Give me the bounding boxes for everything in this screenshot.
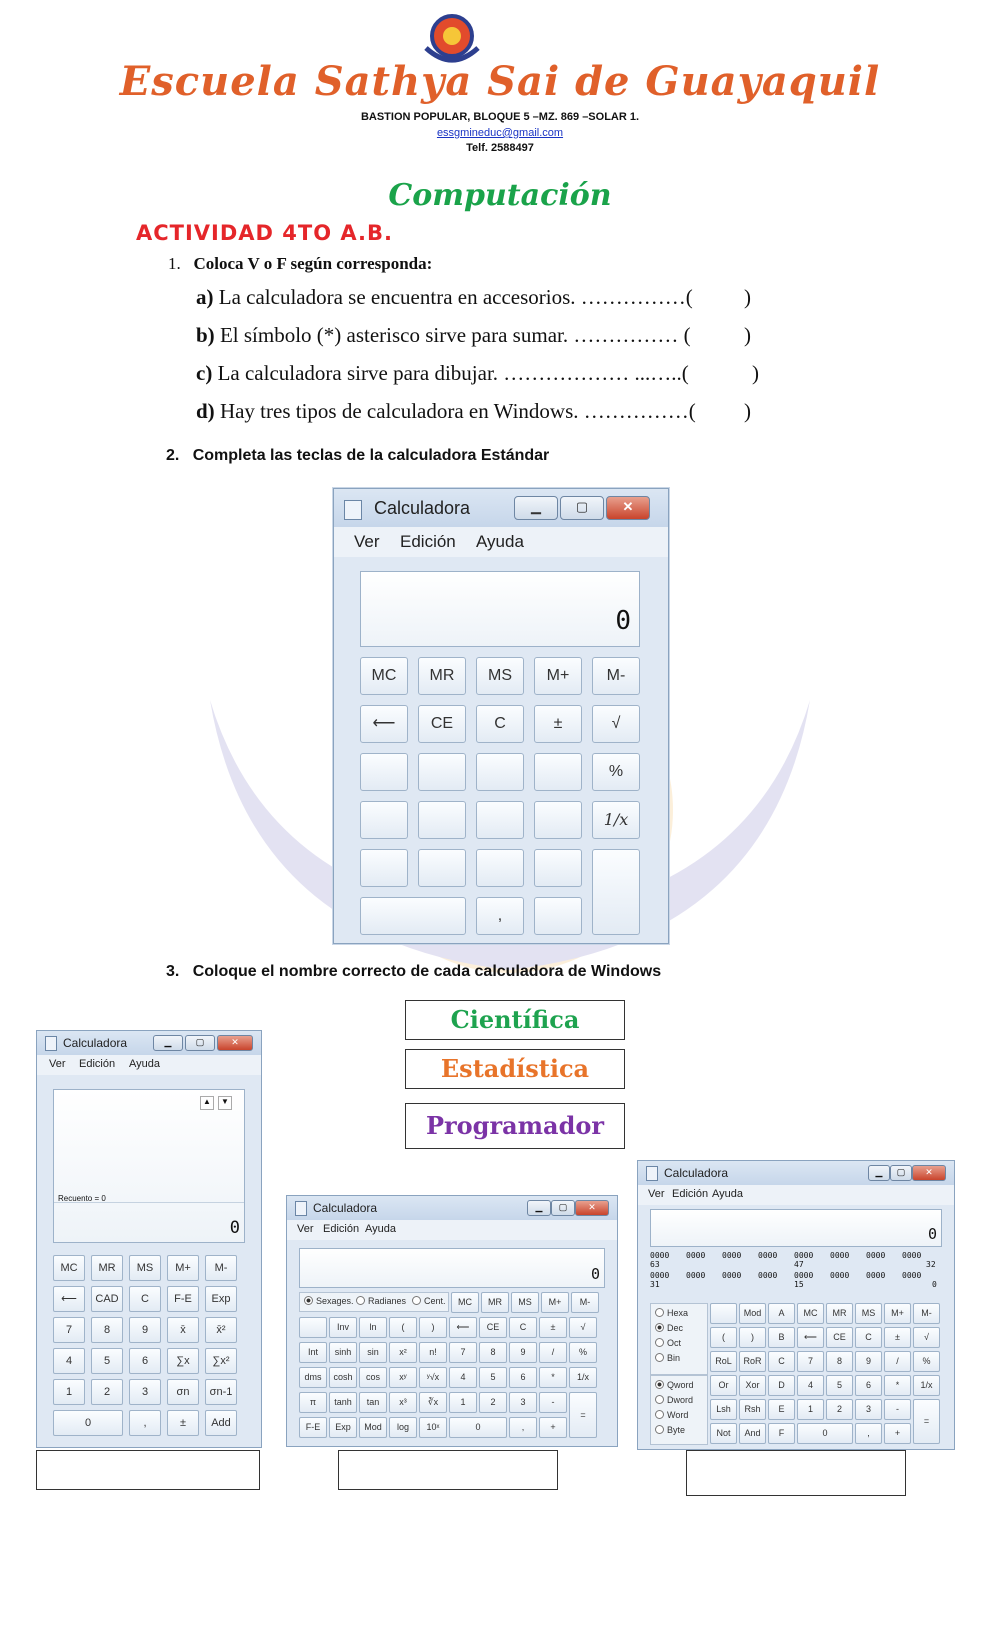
calc-key[interactable]: And [739, 1423, 766, 1444]
calc-key[interactable]: CAD [91, 1286, 123, 1312]
calc-key[interactable]: ( [710, 1327, 737, 1348]
calc-key[interactable]: 6 [129, 1348, 161, 1374]
menu-bar [334, 527, 668, 557]
calc-key[interactable]: Lsh [710, 1399, 737, 1420]
menu-edicion[interactable]: Edición [400, 532, 456, 551]
calc-key[interactable]: 8 [826, 1351, 853, 1372]
count-label: Recuento = 0 [58, 1194, 106, 1203]
calc-key[interactable]: M- [571, 1292, 599, 1313]
word-size-group [650, 1375, 708, 1445]
calc-key[interactable]: + [539, 1417, 567, 1438]
mc-key[interactable]: MC [360, 657, 408, 695]
calc-key[interactable]: + [884, 1423, 911, 1444]
statement-close[interactable]: ) [744, 399, 751, 423]
bit-group: 0000 [686, 1271, 706, 1280]
minimize-button[interactable]: ▁ [527, 1200, 551, 1216]
calc-key[interactable]: ∑x² [205, 1348, 237, 1374]
question-1 [168, 254, 432, 274]
calc-key[interactable]: Not [710, 1423, 737, 1444]
school-name: Escuela Sathya Sai de Guayaquil [119, 58, 881, 105]
calc-key[interactable]: 7 [53, 1317, 85, 1343]
calc-key[interactable]: CE [479, 1317, 507, 1338]
menu-ayuda[interactable]: Ayuda [365, 1223, 396, 1235]
calc-key[interactable]: √ [569, 1317, 597, 1338]
statement-text: La calculadora se encuentra en accesorios. ……………( [218, 285, 693, 309]
title-bar [638, 1161, 954, 1185]
answer-box-2[interactable] [338, 1450, 558, 1490]
calc-key[interactable]: C [768, 1351, 795, 1372]
calc-key[interactable]: MC [451, 1292, 479, 1313]
programmer-calculator-window [637, 1160, 955, 1450]
blank-key[interactable] [534, 801, 582, 839]
calc-key[interactable]: ) [739, 1327, 766, 1348]
calc-key[interactable]: RoL [710, 1351, 737, 1372]
calc-key[interactable]: sin [359, 1342, 387, 1363]
bit-group: 0000 [902, 1251, 922, 1260]
bit-group: 0 [932, 1280, 937, 1289]
statement-b [196, 323, 751, 348]
bit-group: 0000 [794, 1251, 814, 1260]
calc-key[interactable]: ( [389, 1317, 417, 1338]
bit-group: 63 [650, 1260, 660, 1269]
bit-group: 0000 [794, 1271, 814, 1280]
calc-key[interactable]: 5 [826, 1375, 853, 1396]
question-2 [166, 447, 549, 465]
blank-key[interactable] [534, 849, 582, 887]
calc-key[interactable]: / [884, 1351, 911, 1372]
bit-group: 0000 [686, 1251, 706, 1260]
calc-key[interactable]: n! [419, 1342, 447, 1363]
blank-key[interactable] [418, 801, 466, 839]
calc-key[interactable]: ⟵ [449, 1317, 477, 1338]
menu-edicion[interactable]: Edición [672, 1188, 709, 1200]
calc-key[interactable]: Rsh [739, 1399, 766, 1420]
menu-edicion[interactable]: Edición [79, 1058, 116, 1070]
calculator-icon [295, 1201, 307, 1216]
bit-group: 0000 [650, 1251, 670, 1260]
calc-key[interactable]: ± [167, 1410, 199, 1436]
radio-bin[interactable]: Bin [655, 1353, 680, 1363]
calc-key[interactable]: MS [511, 1292, 539, 1313]
bit-group: 0000 [830, 1271, 850, 1280]
bit-group: 0000 [866, 1251, 886, 1260]
calc-key[interactable]: tanh [329, 1392, 357, 1413]
blank-key[interactable] [360, 801, 408, 839]
scroll-up-icon[interactable]: ▲ [200, 1096, 214, 1110]
maximize-button[interactable]: ▢ [560, 496, 604, 520]
calc-key[interactable]: 6 [855, 1375, 882, 1396]
calc-key[interactable]: 6 [509, 1367, 537, 1388]
calc-key[interactable]: E [768, 1399, 795, 1420]
calc-key[interactable]: 10ˣ [419, 1417, 447, 1438]
display [299, 1248, 605, 1288]
bit-group: 0000 [722, 1271, 742, 1280]
calc-key[interactable]: MC [53, 1255, 85, 1281]
display [53, 1089, 245, 1243]
statement-letter: a) [196, 285, 214, 309]
menu-bar [638, 1185, 954, 1205]
radio-oct[interactable]: Oct [655, 1338, 681, 1348]
calc-key[interactable]: - [884, 1399, 911, 1420]
statement-close[interactable]: ) [744, 323, 751, 347]
minimize-button[interactable]: ▁ [153, 1035, 183, 1051]
calc-key[interactable]: M+ [541, 1292, 569, 1313]
radio-cent[interactable]: Cent. [412, 1296, 446, 1306]
calc-key[interactable]: 5 [479, 1367, 507, 1388]
ms-key[interactable]: MS [476, 657, 524, 695]
calc-key[interactable] [299, 1317, 327, 1338]
calc-key[interactable]: ± [884, 1327, 911, 1348]
menu-ver[interactable]: Ver [297, 1223, 314, 1235]
radio-dword[interactable]: Dword [655, 1395, 693, 1405]
bit-group: 15 [794, 1280, 804, 1289]
display [650, 1209, 942, 1247]
calc-key[interactable]: , [129, 1410, 161, 1436]
calc-key[interactable]: Exp [205, 1286, 237, 1312]
close-button[interactable]: ✕ [606, 496, 650, 520]
answer-box-1[interactable] [36, 1450, 260, 1490]
blank-key[interactable] [476, 801, 524, 839]
radio-sexages[interactable]: Sexages. [304, 1296, 354, 1306]
calc-key[interactable]: 1 [53, 1379, 85, 1405]
calc-key[interactable]: dms [299, 1367, 327, 1388]
reciprocal-key[interactable]: 1/x [592, 801, 640, 839]
menu-ver[interactable]: Ver [49, 1058, 66, 1070]
statement-letter: c) [196, 361, 213, 385]
statement-c [196, 361, 759, 386]
calc-key[interactable]: % [569, 1342, 597, 1363]
calc-key[interactable]: 3 [129, 1379, 161, 1405]
display-value: 0 [615, 606, 631, 636]
bit-group: 0000 [722, 1251, 742, 1260]
angle-mode-group [299, 1292, 449, 1312]
calc-key[interactable]: ) [419, 1317, 447, 1338]
name-cientifica[interactable]: Científica [405, 1000, 625, 1040]
calc-key[interactable]: , [509, 1417, 537, 1438]
calc-key[interactable]: , [855, 1423, 882, 1444]
calculator-icon [344, 500, 362, 520]
calc-key[interactable]: M- [205, 1255, 237, 1281]
calc-key[interactable]: M+ [884, 1303, 911, 1324]
menu-ver[interactable]: Ver [648, 1188, 665, 1200]
bit-group: 0000 [650, 1271, 670, 1280]
calc-key[interactable]: CE [826, 1327, 853, 1348]
title-bar [334, 489, 668, 527]
calc-key[interactable]: MR [481, 1292, 509, 1313]
name-programador[interactable]: Programador [405, 1103, 625, 1149]
radio-word[interactable]: Word [655, 1410, 688, 1420]
close-button[interactable]: ✕ [912, 1165, 946, 1181]
blank-key[interactable] [360, 753, 408, 791]
bit-group: 0000 [902, 1271, 922, 1280]
calc-key[interactable]: tan [359, 1392, 387, 1413]
close-button[interactable]: ✕ [575, 1200, 609, 1216]
window-title: Calculadora [63, 1036, 128, 1050]
calc-key[interactable]: 2 [826, 1399, 853, 1420]
question-3 [166, 963, 661, 981]
c-key[interactable]: C [476, 705, 524, 743]
calc-key[interactable]: ⟵ [797, 1327, 824, 1348]
bit-group: 0000 [758, 1271, 778, 1280]
calc-key[interactable]: 4 [53, 1348, 85, 1374]
statement-close[interactable]: ) [752, 361, 759, 385]
bit-group: 32 [926, 1260, 936, 1269]
scientific-calculator-window [286, 1195, 618, 1447]
calc-key[interactable]: - [539, 1392, 567, 1413]
calc-key[interactable]: 4 [449, 1367, 477, 1388]
display-value: 0 [927, 1225, 937, 1243]
title-bar [287, 1196, 617, 1220]
calc-key[interactable]: Inv [329, 1317, 357, 1338]
calc-key[interactable]: 0 [449, 1417, 507, 1438]
calc-key[interactable]: Exp [329, 1417, 357, 1438]
calc-key[interactable]: 5 [91, 1348, 123, 1374]
radio-qword[interactable]: Qword [655, 1380, 694, 1390]
maximize-button[interactable]: ▢ [551, 1200, 575, 1216]
calc-key[interactable]: σn-1 [205, 1379, 237, 1405]
menu-bar [37, 1055, 261, 1075]
calc-key[interactable]: Int [299, 1342, 327, 1363]
blank-key[interactable] [476, 849, 524, 887]
school-phone: Telf. 2588497 [466, 142, 534, 154]
calc-key[interactable]: F-E [167, 1286, 199, 1312]
calc-key[interactable]: 9 [855, 1351, 882, 1372]
statement-d [196, 399, 751, 424]
blank-key[interactable] [534, 753, 582, 791]
calc-key[interactable]: 4 [797, 1375, 824, 1396]
answer-box-3[interactable] [686, 1450, 906, 1496]
close-button[interactable]: ✕ [217, 1035, 253, 1051]
calc-key[interactable]: 2 [91, 1379, 123, 1405]
question-2-text: Completa las teclas de la calculadora Estándar [192, 447, 550, 464]
calc-key[interactable]: = [913, 1399, 940, 1444]
calc-key[interactable]: % [913, 1351, 940, 1372]
window-title: Calculadora [664, 1166, 729, 1180]
school-email-link[interactable]: essgmineduc@gmail.com [436, 127, 564, 139]
calc-key[interactable]: ∑x [167, 1348, 199, 1374]
calc-key[interactable]: sinh [329, 1342, 357, 1363]
blank-key[interactable] [418, 753, 466, 791]
calc-key[interactable]: x² [389, 1342, 417, 1363]
statement-text: El símbolo (*) asterisco sirve para sumar. …………… ( [219, 323, 691, 347]
calc-key[interactable]: 3 [855, 1399, 882, 1420]
calc-key[interactable]: C [855, 1327, 882, 1348]
calc-key[interactable]: 8 [479, 1342, 507, 1363]
calc-key[interactable]: RoR [739, 1351, 766, 1372]
question-1-number: 1. [168, 254, 181, 273]
statement-letter: b) [196, 323, 215, 347]
menu-edicion[interactable]: Edición [323, 1223, 360, 1235]
calculator-icon [646, 1166, 658, 1181]
calc-key[interactable]: √ [913, 1327, 940, 1348]
calc-key[interactable]: 8 [91, 1317, 123, 1343]
calc-key[interactable]: * [539, 1367, 567, 1388]
scroll-down-icon[interactable]: ▼ [218, 1096, 232, 1110]
calc-key[interactable]: cosh [329, 1367, 357, 1388]
calculator-icon [45, 1036, 57, 1051]
display-value: 0 [229, 1218, 240, 1238]
calc-key[interactable]: 9 [509, 1342, 537, 1363]
calc-key[interactable]: ʸ√x [419, 1367, 447, 1388]
calc-key[interactable]: MS [129, 1255, 161, 1281]
calc-key[interactable]: MR [91, 1255, 123, 1281]
display-value: 0 [590, 1265, 600, 1283]
calc-key[interactable]: σn [167, 1379, 199, 1405]
menu-ayuda[interactable]: Ayuda [712, 1188, 743, 1200]
backspace-key[interactable]: ⟵ [360, 705, 408, 743]
menu-ayuda[interactable]: Ayuda [129, 1058, 160, 1070]
zero-key-blank[interactable] [360, 897, 466, 935]
comma-key[interactable]: , [476, 897, 524, 935]
calc-key[interactable]: MR [826, 1303, 853, 1324]
base-group [650, 1303, 708, 1375]
calc-key[interactable]: A [768, 1303, 795, 1324]
title-bar [37, 1031, 261, 1055]
percent-key[interactable]: % [592, 753, 640, 791]
calc-key[interactable]: log [389, 1417, 417, 1438]
blank-key[interactable] [476, 753, 524, 791]
question-3-text: Coloque el nombre correcto de cada calculadora de Windows [192, 963, 662, 980]
statement-text: Hay tres tipos de calculadora en Windows. ……………( [219, 399, 696, 423]
calc-key[interactable]: F-E [299, 1417, 327, 1438]
statement-text: La calculadora sirve para dibujar. ……………… ...…..( [217, 361, 689, 385]
calc-key[interactable]: MC [797, 1303, 824, 1324]
calc-key[interactable]: x³ [389, 1392, 417, 1413]
maximize-button[interactable]: ▢ [185, 1035, 215, 1051]
calc-key[interactable]: Xor [739, 1375, 766, 1396]
subject-title: Computación [388, 178, 612, 213]
calc-key[interactable]: = [569, 1392, 597, 1438]
standard-calculator-window [333, 488, 669, 944]
ce-key[interactable]: CE [418, 705, 466, 743]
calc-key[interactable]: M+ [167, 1255, 199, 1281]
blank-key[interactable] [418, 849, 466, 887]
calc-key[interactable]: 1 [797, 1399, 824, 1420]
equals-key-blank[interactable] [592, 849, 640, 935]
calc-key[interactable]: F [768, 1423, 795, 1444]
sqrt-key[interactable]: √ [592, 705, 640, 743]
mminus-key[interactable]: M- [592, 657, 640, 695]
mr-key[interactable]: MR [418, 657, 466, 695]
menu-ver[interactable]: Ver [354, 532, 380, 551]
calc-key[interactable]: C [509, 1317, 537, 1338]
question-2-number: 2. [166, 447, 180, 464]
calc-key[interactable]: Mod [359, 1417, 387, 1438]
calc-key[interactable]: Or [710, 1375, 737, 1396]
bit-group: 31 [650, 1280, 660, 1289]
statement-letter: d) [196, 399, 215, 423]
statement-a [196, 285, 751, 310]
name-estadistica[interactable]: Estadística [405, 1049, 625, 1089]
statistics-calculator-window [36, 1030, 262, 1448]
calc-key[interactable]: C [129, 1286, 161, 1312]
blank-key[interactable] [360, 849, 408, 887]
calc-key[interactable]: MS [855, 1303, 882, 1324]
radio-byte[interactable]: Byte [655, 1425, 685, 1435]
calc-key[interactable]: * [884, 1375, 911, 1396]
bit-group: 0000 [830, 1251, 850, 1260]
menu-ayuda[interactable]: Ayuda [476, 532, 524, 551]
calc-key[interactable]: xʸ [389, 1367, 417, 1388]
calc-key[interactable]: B [768, 1327, 795, 1348]
blank-key[interactable] [534, 897, 582, 935]
calc-key[interactable]: 0 [797, 1423, 853, 1444]
calc-key[interactable]: π [299, 1392, 327, 1413]
plusminus-key[interactable]: ± [534, 705, 582, 743]
question-1-text: Coloca V o F según corresponda: [193, 254, 433, 273]
calc-key[interactable]: 1 [449, 1392, 477, 1413]
bit-group: 47 [794, 1260, 804, 1269]
radio-hexa[interactable]: Hexa [655, 1308, 688, 1318]
window-title: Calculadora [374, 498, 471, 518]
calc-key[interactable]: ln [359, 1317, 387, 1338]
radio-radianes[interactable]: Radianes [356, 1296, 406, 1306]
school-address: BASTION POPULAR, BLOQUE 5 –MZ. 869 –SOLAR 1. [360, 111, 640, 123]
calc-key[interactable]: 1/x [913, 1375, 940, 1396]
calc-key[interactable]: 3 [509, 1392, 537, 1413]
calc-key[interactable]: 9 [129, 1317, 161, 1343]
calc-key[interactable]: x̄ [167, 1317, 199, 1343]
bit-group: 0000 [758, 1251, 778, 1260]
calc-key[interactable]: ∛x [419, 1392, 447, 1413]
calc-key[interactable]: / [539, 1342, 567, 1363]
question-3-number: 3. [166, 963, 180, 980]
calc-key[interactable]: Add [205, 1410, 237, 1436]
menu-bar [287, 1220, 617, 1240]
calc-key[interactable]: 0 [53, 1410, 123, 1436]
minimize-button[interactable]: ▁ [514, 496, 558, 520]
maximize-button[interactable]: ▢ [890, 1165, 912, 1181]
bit-group: 0000 [866, 1271, 886, 1280]
calc-key[interactable]: 1/x [569, 1367, 597, 1388]
calc-key[interactable] [710, 1303, 737, 1324]
radio-dec[interactable]: Dec [655, 1323, 683, 1333]
statement-close[interactable]: ) [744, 285, 751, 309]
calc-key[interactable]: 2 [479, 1392, 507, 1413]
mplus-key[interactable]: M+ [534, 657, 582, 695]
calc-key[interactable]: 7 [797, 1351, 824, 1372]
calc-key[interactable]: Mod [739, 1303, 766, 1324]
calc-key[interactable]: M- [913, 1303, 940, 1324]
calc-key[interactable]: ⟵ [53, 1286, 85, 1312]
calc-key[interactable]: ± [539, 1317, 567, 1338]
calc-key[interactable]: D [768, 1375, 795, 1396]
minimize-button[interactable]: ▁ [868, 1165, 890, 1181]
calc-key[interactable]: cos [359, 1367, 387, 1388]
display [360, 571, 640, 647]
activity-title: ACTIVIDAD 4TO A.B. [136, 221, 393, 245]
calc-key[interactable]: x̄² [205, 1317, 237, 1343]
window-title: Calculadora [313, 1201, 378, 1215]
calc-key[interactable]: 7 [449, 1342, 477, 1363]
